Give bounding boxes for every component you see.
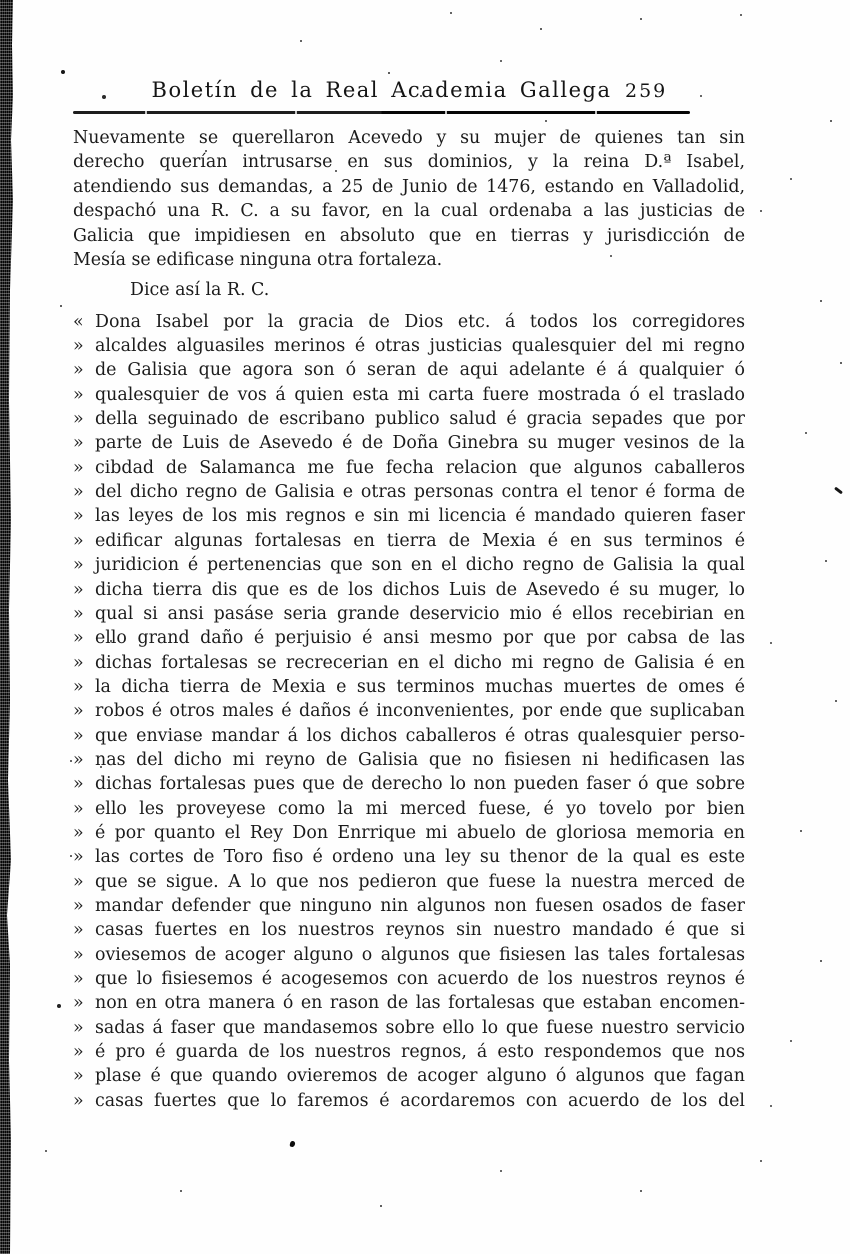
quote-text: parte de Luis de Asevedo é de Doña Ginebra su muger vesinos de la <box>95 433 745 454</box>
quote-marker: » <box>73 774 84 795</box>
quote-marker: » <box>73 652 84 673</box>
quote-line <box>73 699 745 723</box>
page-number: 259 <box>625 80 668 102</box>
quote-line <box>73 845 745 869</box>
quote-marker: » <box>73 1017 84 1038</box>
intro-line: Galicia que impidiesen en absoluto que en tierras y jurisdicción de <box>73 225 745 246</box>
quote-line <box>73 870 745 894</box>
quote-text: cibdad de Salamanca me fue fecha relacion que algunos caballeros <box>95 457 745 478</box>
header-rule <box>73 111 690 114</box>
quote-line <box>73 334 745 358</box>
quote-line <box>73 1016 745 1040</box>
binding-edge <box>0 0 13 1254</box>
quote-marker: » <box>73 457 84 478</box>
quote-text: é pro é guarda de los nuestros regnos, á esto respondemos que nos <box>95 1042 745 1063</box>
page-body <box>73 126 745 1113</box>
quote-line <box>73 991 745 1015</box>
page-header <box>73 78 690 108</box>
quote-marker: » <box>73 433 84 454</box>
quote-text: nas del dicho mi reyno de Galisia que no fisiesen ni hedificasen las <box>95 749 745 770</box>
quote-marker: » <box>73 409 84 430</box>
quote-marker: » <box>73 506 84 527</box>
quote-line <box>73 1089 745 1113</box>
quote-text: ello grand daño é perjuisio é ansi mesmo por que por cabsa de las <box>95 628 745 649</box>
quote-line <box>73 358 745 382</box>
quote-marker: » <box>73 725 84 746</box>
quote-marker: » <box>73 1090 84 1111</box>
quote-line <box>73 918 745 942</box>
ink-speckles <box>0 0 2 2</box>
quote-text: de Galisia que agora son ó seran de aqui adelante é á qualquier ó <box>95 360 745 381</box>
quote-text: ello les proveyese como la mi merced fuese, é yo tovelo por bien <box>95 798 745 819</box>
quote-text: dicha tierra dis que es de los dichos Luis de Asevedo é su muger, lo <box>95 579 745 600</box>
quote-marker: » <box>73 749 84 770</box>
intro-paragraph <box>73 126 745 272</box>
quote-text: del dicho regno de Galisia e otras personas contra el tenor é forma de <box>95 482 745 503</box>
quote-marker: » <box>73 384 84 405</box>
quote-line <box>73 431 745 455</box>
quote-line <box>73 383 745 407</box>
intro-line: despachó una R. C. a su favor, en la cual ordenaba a las justicias de <box>73 201 745 222</box>
quote-marker: » <box>73 993 84 1014</box>
quote-marker: » <box>73 482 84 503</box>
quote-line <box>73 967 745 991</box>
royal-letter-quote <box>73 310 745 1113</box>
quote-text: casas fuertes que lo faremos é acordaremos con acuerdo de los del <box>95 1090 745 1111</box>
quote-line <box>73 456 745 480</box>
quote-line <box>73 943 745 967</box>
quote-line <box>73 578 745 602</box>
quote-text: non en otra manera ó en rason de las fortalesas que estaban encomen- <box>95 993 745 1014</box>
quote-text: alcaldes alguasiles merinos é otras justicias qualesquier del mi regno <box>95 336 745 357</box>
quote-text: plase é que quando ovieremos de acoger alguno ó algunos que fagan <box>95 1066 745 1087</box>
quote-line <box>73 675 745 699</box>
quote-marker: « <box>73 311 84 332</box>
quote-marker: » <box>73 847 84 868</box>
quote-marker: » <box>73 920 84 941</box>
quote-text: qualesquier de vos á quien esta mi carta fuere mostrada ó el traslado <box>95 384 745 405</box>
quote-marker: » <box>73 895 84 916</box>
intro-line: derecho querían intrusarse en sus dominios, y la reina D.ª Isabel, <box>73 152 745 173</box>
quote-marker: » <box>73 1042 84 1063</box>
quote-text: juridicion é pertenencias que son en el dicho regno de Galisia la qual <box>95 555 745 576</box>
quote-text: que se sigue. A lo que nos pedieron que fuese la nuestra merced de <box>95 871 745 892</box>
intro-line: Nuevamente se querellaron Acevedo y su mujer de quienes tan sin <box>73 128 745 148</box>
quote-text: oviesemos de acoger alguno o algunos que fisiesen las tales fortalesas <box>95 944 745 965</box>
quote-line <box>73 772 745 796</box>
quote-marker: » <box>73 822 84 843</box>
quote-text: Dona Isabel por la gracia de Dios etc. á todos los corregidores <box>95 311 745 332</box>
quote-text: las cortes de Toro fiso é ordeno una ley su thenor de la qual es este <box>95 847 745 868</box>
quote-line <box>73 602 745 626</box>
quote-text: edificar algunas fortalesas en tierra de Mexia é en sus terminos é <box>95 530 745 551</box>
quote-line <box>73 407 745 431</box>
quote-text: robos é otros males é daños é inconvenientes, por ende que suplicaban <box>95 701 745 722</box>
quote-line <box>73 1064 745 1088</box>
quote-marker: » <box>73 798 84 819</box>
quote-marker: » <box>73 555 84 576</box>
quote-text: dichas fortalesas pues que de derecho lo non pueden faser ó que sobre <box>95 774 745 795</box>
ink-mark <box>834 487 843 495</box>
quote-line <box>73 748 745 772</box>
quote-marker: » <box>73 628 84 649</box>
quote-line <box>73 626 745 650</box>
quote-line <box>73 1040 745 1064</box>
quote-text: qual si ansi pasáse seria grande deservicio mio é ellos recebirian en <box>95 603 745 624</box>
quote-marker: » <box>73 969 84 990</box>
quote-marker: » <box>73 603 84 624</box>
intro-line: Mesía se edificase ninguna otra fortaleza. <box>73 249 443 270</box>
ink-dot <box>289 1141 295 1148</box>
quote-text: la dicha tierra de Mexia e sus terminos muchas muertes de omes é <box>95 676 745 697</box>
page-title: Boletín de la Real Academia Gallega <box>151 78 612 102</box>
quote-line <box>73 724 745 748</box>
quote-text: casas fuertes en los nuestros reynos sin nuestro mandado é que si <box>95 920 745 941</box>
quote-marker: » <box>73 871 84 892</box>
quote-marker: » <box>73 579 84 600</box>
intro-line: atendiendo sus demandas, a 25 de Junio de 1476, estando en Valladolid, <box>73 176 745 197</box>
quote-text: que lo fisiesemos é acogesemos con acuerdo de los nuestros reynos é <box>95 969 745 990</box>
quote-marker: » <box>73 336 84 357</box>
quote-text: é por quanto el Rey Don Enrrique mi abuelo de gloriosa memoria en <box>95 822 745 843</box>
quote-text: della seguinado de escribano publico salud é gracia sepades que por <box>95 409 745 430</box>
quote-text: mandar defender que ninguno nin algunos non fuesen osados de faser <box>95 895 745 916</box>
quote-line <box>73 310 745 334</box>
quote-marker: » <box>73 944 84 965</box>
quote-text: que enviase mandar á los dichos caballeros é otras qualesquier perso- <box>95 725 745 746</box>
quote-text: sadas á faser que mandasemos sobre ello lo que fuese nuestro servicio <box>95 1017 745 1038</box>
quote-line <box>73 821 745 845</box>
quote-marker: » <box>73 701 84 722</box>
quote-marker: » <box>73 360 84 381</box>
quote-line <box>73 480 745 504</box>
quote-marker: » <box>73 676 84 697</box>
quote-text: dichas fortalesas se recrecerian en el dicho mi regno de Galisia é en <box>95 652 745 673</box>
quote-text: las leyes de los mis regnos e sin mi licencia é mandado quieren faser <box>95 506 745 527</box>
quote-line <box>73 797 745 821</box>
quote-line <box>73 504 745 528</box>
quote-line <box>73 651 745 675</box>
dice-line: Dice así la R. C. <box>130 280 270 301</box>
quote-line <box>73 529 745 553</box>
quote-marker: » <box>73 1066 84 1087</box>
quote-marker: » <box>73 530 84 551</box>
quote-line <box>73 553 745 577</box>
quote-line <box>73 894 745 918</box>
